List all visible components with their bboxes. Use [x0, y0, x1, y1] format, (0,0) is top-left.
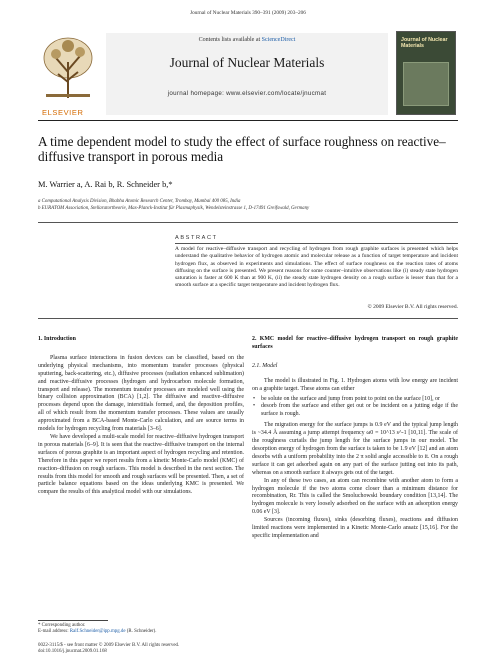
- journal-info-box: [106, 33, 388, 115]
- abstract-copyright: © 2009 Elsevier B.V. All rights reserved.: [367, 304, 458, 310]
- cover-image: [403, 62, 449, 106]
- paragraph: The model is illustrated in Fig. 1. Hydrogen atoms with low energy are incident on a graphite target. These atoms can either: [252, 377, 458, 392]
- running-head: Journal of Nuclear Materials 390–391 (2009) 203–206: [190, 10, 306, 16]
- footnote: [38, 623, 238, 636]
- corresponding-author-note: * Corresponding author.: [38, 623, 86, 628]
- bullet-list: [252, 396, 458, 420]
- contents-prefix: Contents lists available at: [198, 37, 261, 43]
- section-heading: 1. Introduction: [38, 336, 76, 342]
- contents-line: [106, 37, 388, 43]
- paragraph: We have developed a multi-scale model for reactive–diffusive hydrogen transport in porous materials [6–9]. It is seen that the reactive–diffusive transport on the internal surfaces of porous graphite is an important aspect of hydrogen recycling and retention. Therefore in this paper we report results from a kinetic Monte-Carlo model (KMC) of reaction–diffusion on rough surfaces. This model is described in the next section. The results from this model for smooth and rough surfaces will be presented. Then, a set of particle balance equations based on the ideas underlying KMC is presented. We compare the results of this analytical model with our simulations.: [38, 433, 244, 496]
- issn-line: 0022-3115/$ - see front matter © 2009 Elsevier B.V. All rights reserved.: [38, 643, 180, 648]
- article-title: A time dependent model to study the effect of surface roughness on reactive–diffusive transport in porous media: [38, 134, 446, 164]
- sciencedirect-link[interactable]: ScienceDirect: [261, 37, 296, 43]
- email-prefix: E-mail address:: [38, 629, 69, 635]
- footnote-divider: [38, 620, 108, 621]
- cover-title: Journal of Nuclear Materials: [401, 37, 448, 49]
- affiliation-a: a Computational Analysis Division, Bhabha Atomic Research Center, Trombay, Mumbai 400 085, India: [38, 199, 241, 204]
- affiliation-b: b EURATOM Association, Stellaratortheorie, Max-Planck-Institut für Plasmaphysik, Wendelsteinstrasse 1, D-17491 Greifswald, Germany: [38, 206, 310, 211]
- left-column: [38, 336, 244, 497]
- divider: [38, 222, 458, 223]
- paragraph: The migration energy for the surface jumps is 0.9 eV and the typical jump length is ~34.4 Å assuming a jump attempt frequency ω0 = 10^13 s^-1 [10,11]. The scale of the roughness curtails the jump length for the surface jumps in our model. The desorption energy of hydrogen from the surface is taken to be 1.9 eV [12] and an atom desorbs with a uniform probability into the 2 π solid angle accessible to it. On a rough surface it can get adsorbed again on any part of the surface jutting out into its path, whereas on a smooth surface it always gets out of the target.: [252, 422, 458, 476]
- paragraph: Sources (incoming fluxes), sinks (desorbing fluxes), reactions and diffusion limited reactions were implemented in a Kinetic Monte-Carlo ansatz [15,16]. For the specific implementation and: [252, 517, 458, 539]
- abstract-divider: [175, 243, 458, 244]
- article-authors: M. Warrier a, A. Rai b, R. Schneider b,*: [38, 180, 173, 189]
- email-suffix: (R. Schneider).: [126, 629, 157, 635]
- page-footer: [38, 643, 238, 656]
- affiliations: [38, 198, 458, 212]
- email-link[interactable]: Ralf.Schneider@ipp.mpg.de: [69, 629, 126, 635]
- journal-cover-thumbnail: [396, 31, 456, 115]
- homepage-prefix: journal homepage:: [167, 90, 225, 97]
- paragraph: In any of these two cases, an atom can recombine with another atom to form a hydrogen molecule if the two atoms come closer than a minimum distance for recombination, Rr. This is called the Smoluchowski boundary condition [13,14]. The hydrogen molecule is very loosely adsorbed on the surface with an adsorption energy 0.06 eV [3].: [252, 477, 458, 516]
- elsevier-tree-logo: [38, 32, 100, 117]
- subsection-heading: 2.1. Model: [252, 362, 278, 369]
- publisher-name: ELSEVIER: [42, 108, 84, 117]
- doi-line: doi:10.1016/j.jnucmat.2009.01.168: [38, 649, 107, 655]
- journal-homepage: [106, 90, 388, 97]
- list-item: • desorb from the surface and either get out or be incident on a jutting edge if the surface is rough.: [252, 403, 458, 419]
- journal-title: Journal of Nuclear Materials: [169, 55, 325, 70]
- divider: [38, 318, 458, 319]
- right-column: [252, 336, 458, 541]
- section-heading: 2. KMC model for reactive–diffusive hydrogen transport on rough graphite surfaces: [252, 336, 458, 350]
- list-item: • be solute on the surface and jump from point to point on the surface [10], or: [252, 396, 458, 404]
- homepage-link[interactable]: www.elsevier.com/locate/jnucmat: [226, 90, 327, 97]
- journal-masthead: [38, 28, 458, 121]
- abstract-heading: ABSTRACT: [175, 235, 218, 241]
- paragraph: Plasma surface interactions in fusion devices can be classified, based on the underlying physical mechanisms, into momentum transfer processes (physical sputtering, back-scattering, etc.), diffusive processes (radiation enhanced sublimation) and reactive–diffusive processes (hydrogen and hydrocarbon molecule formation, transport and release). The momentum transfer processes are modeled well using the binary collision approximation (BCA) [1,2]. The diffusive and reactive–diffusive processes depend upon the damage, interstitials formed, and, the deposition profiles, all of which result from the momentum transfer processes. These values are usually approximated from a BCA-based Monte-Carlo calculation, and are source terms in models for hydrogen recycling from materials [3–6].: [38, 354, 244, 433]
- email-line: [38, 629, 238, 635]
- abstract-text: A model for reactive–diffusive transport and recycling of hydrogen from rough graphite surfaces is presented which helps understand the qualitative behavior of hydrogen atomic and molecular release as a function of target temperature and incident hydrogen flux, as observed in experiments and simulations. The effect of surface roughness on the reaction rates of atoms diffusing on the surface is presented. We present reasons for some counter–intuitive observations like (i) steady state hydrogen saturation is faster at 600 K than at 900 K, (ii) the steady state hydrogen density on a rough surface is lesser than that for a smooth surface at a specific target temperature and incident hydrogen flux.: [175, 246, 458, 289]
